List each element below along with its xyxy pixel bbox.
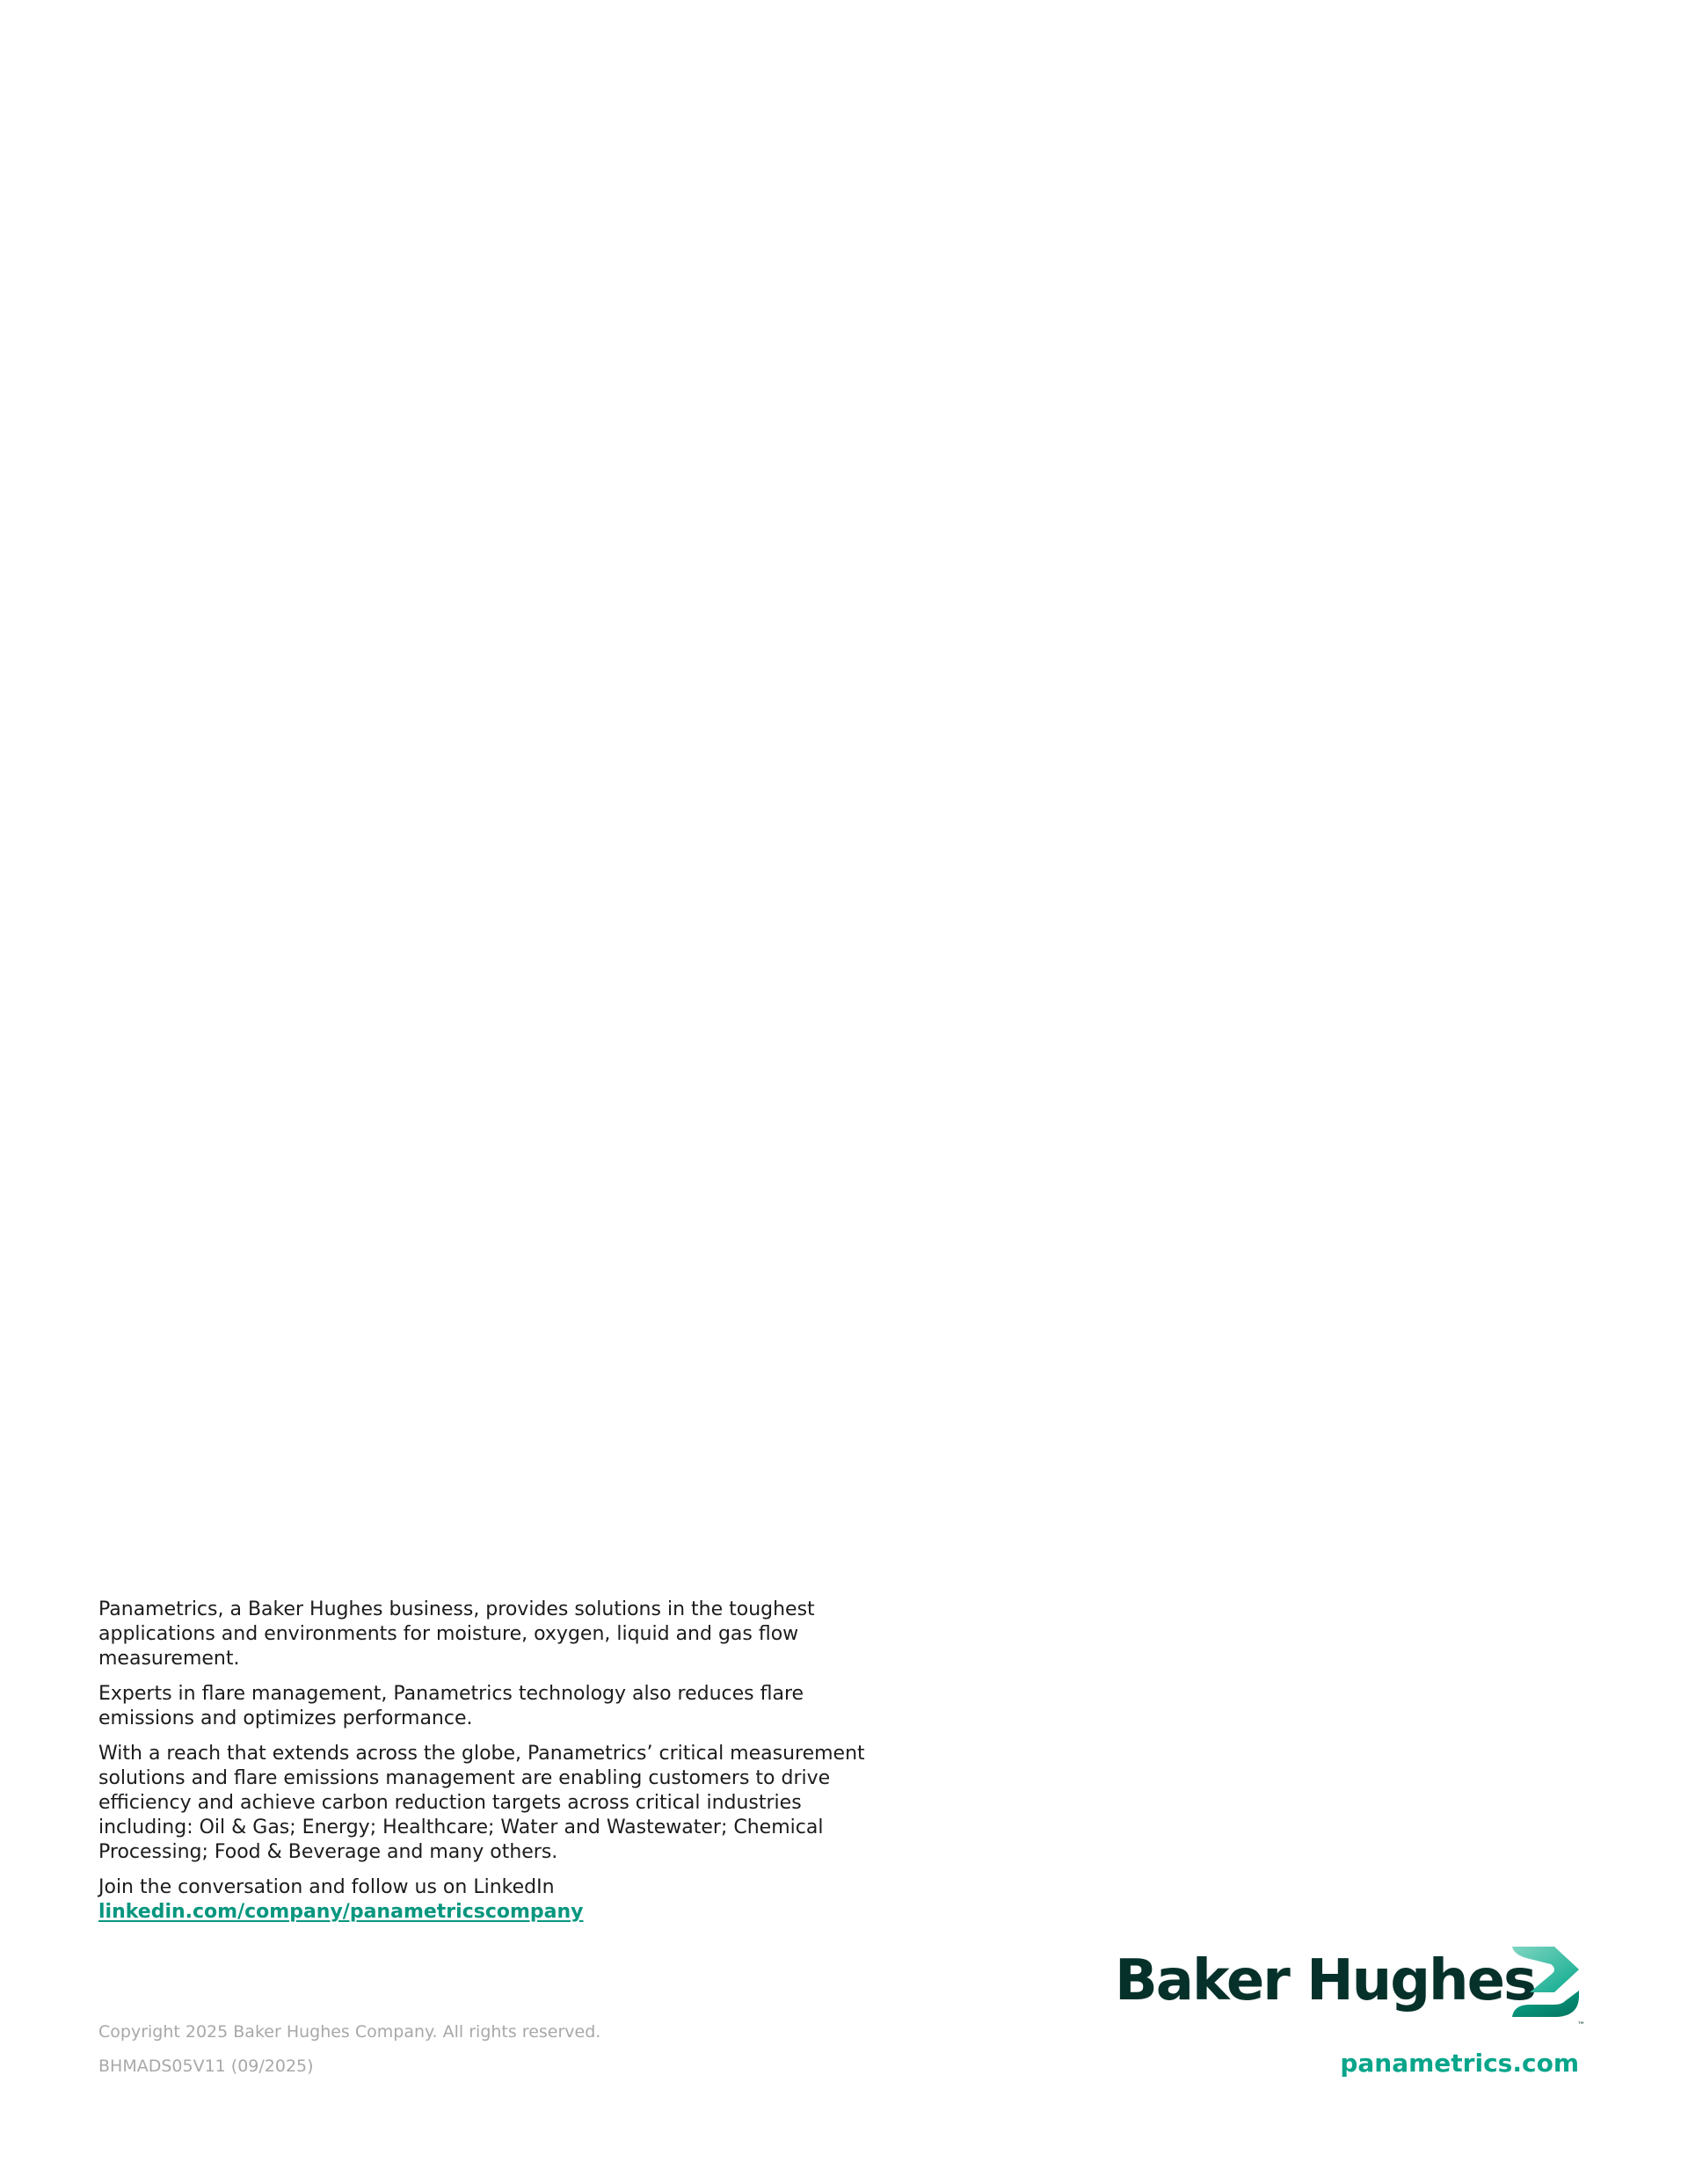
about-paragraph-1: Panametrics, a Baker Hughes business, provides solutions in the toughest applications and environments for moisture, oxygen, liquid and gas flow measurement. [98,1598,815,1670]
linkedin-link[interactable]: linkedin.com/company/panametricscompany [98,1901,584,1923]
about-paragraph-3: With a reach that extends across the globe, Panametrics’ critical measurement solutions and flare emissions management are enabling customers to drive efficiency and achieve carbon reduction targets across critical industries including: Oil & Gas; Energy; Healthcare; Water and Wastewater; Chemical Processing; Food & Beverage and many others. [98,1743,865,1863]
about-section [98,1598,872,1925]
linkedin-paragraph [98,1875,872,1925]
website-link[interactable]: panametrics.com [1340,2049,1579,2078]
brand-logo [1115,1941,1586,2029]
brand-name: Baker Hughes [1115,1948,1536,2013]
about-paragraph-2: Experts in flare management, Panametrics technology also reduces flare emissions and optimizes performance. [98,1683,804,1729]
linkedin-intro: Join the conversation and follow us on LinkedIn [98,1876,555,1898]
copyright-notice: Copyright 2025 Baker Hughes Company. All rights reserved. [98,2022,601,2042]
baker-hughes-chevron-logo-icon [1503,1941,1586,2029]
document-code: BHMADS05V11 (09/2025) [98,2057,314,2076]
trademark-symbol: ™ [1577,2021,1585,2029]
